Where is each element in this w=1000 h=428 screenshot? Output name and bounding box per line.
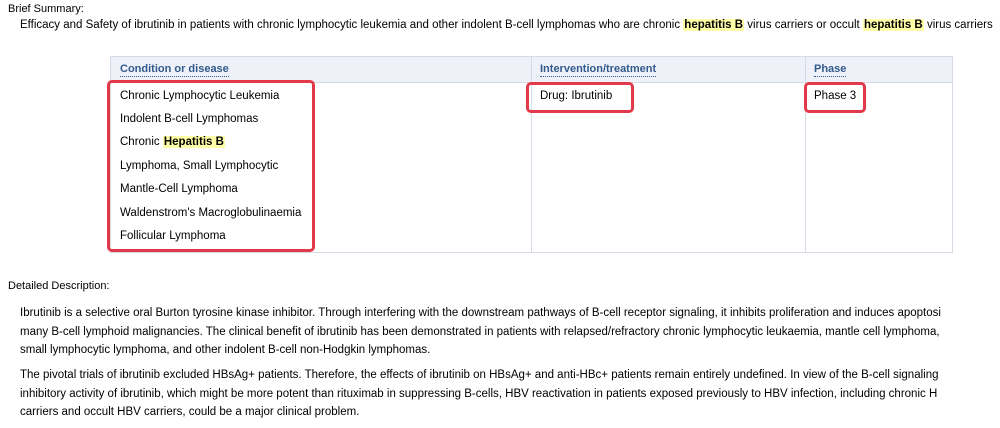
paragraph-line: Ibrutinib is a selective oral Burton tyrosine kinase inhibitor. Through interfering with the downstream pathways of B-cell receptor signaling, it inhibits proliferation and induces apoptosi xyxy=(20,307,941,319)
condition-item: Follicular Lymphoma xyxy=(120,230,226,242)
intervention-cell: Drug: Ibrutinib xyxy=(540,90,613,102)
intervention-highlight-box xyxy=(526,82,634,113)
hepatitis-b-highlight: hepatitis B xyxy=(863,19,923,31)
summary-part: Efficacy and Safety of ibrutinib in patients with chronic lymphocytic leukemia and other indolent B-cell lymphomas who are chronic xyxy=(20,19,684,31)
condition-item: Chronic Lymphocytic Leukemia xyxy=(120,90,280,102)
paragraph-line: carriers and occult HBV carriers, could be a major clinical problem. xyxy=(20,406,360,418)
hepatitis-b-highlight: hepatitis B xyxy=(684,19,744,31)
condition-item: Waldenstrom's Macroglobulinaemia xyxy=(120,207,302,219)
condition-item: Lymphoma, Small Lymphocytic xyxy=(120,160,279,172)
header-condition[interactable]: Condition or disease xyxy=(120,63,229,75)
description-paragraph-2 xyxy=(20,366,1000,422)
description-paragraph-1 xyxy=(20,304,1000,360)
conditions-highlight-box xyxy=(107,80,315,252)
summary-part: virus carriers xyxy=(923,19,993,31)
phase-cell: Phase 3 xyxy=(814,90,857,102)
condition-item: Indolent B-cell Lymphomas xyxy=(120,113,259,125)
hepatitis-b-highlight: Hepatitis B xyxy=(163,136,224,148)
brief-summary-label: Brief Summary: xyxy=(8,3,84,15)
paragraph-line: many B-cell lymphoid malignancies. The clinical benefit of ibrutinib has been demonstrated in patients with relapsed/refractory chronic lymphocytic leukaemia, mantle cell lymphoma, xyxy=(20,325,940,338)
condition-text: Chronic xyxy=(120,136,160,148)
header-phase[interactable]: Phase xyxy=(814,63,847,75)
paragraph-line: The pivotal trials of ibrutinib excluded HBsAg+ patients. Therefore, the effects of ibrutinib on HBsAg+ and anti-HBc+ patients remain entirely undefined. In view of the B-cell signaling xyxy=(20,369,939,381)
phase-highlight-box xyxy=(804,82,866,113)
condition-item: Mantle-Cell Lymphoma xyxy=(120,183,238,195)
paragraph-line: inhibitory activity of ibrutinib, which might be more potent than rituximab in suppressing B-cells, HBV reactivation in patients exposed previously to HBV infection, including chronic H xyxy=(20,387,938,400)
paragraph-line: small lymphocytic lymphoma, and other indolent B-cell non-Hodgkin lymphomas. xyxy=(20,344,431,356)
brief-summary-text xyxy=(20,19,993,31)
header-intervention[interactable]: Intervention/treatment xyxy=(540,63,657,75)
summary-part: virus carriers or occult xyxy=(744,19,863,31)
detailed-description-label: Detailed Description: xyxy=(8,280,110,292)
